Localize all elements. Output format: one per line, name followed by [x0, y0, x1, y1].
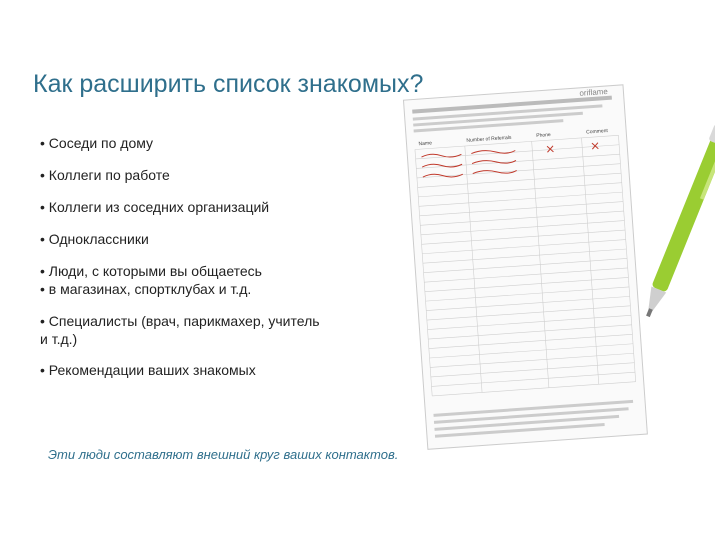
bullet-shops-clubs: • в магазинах, спортклубах и т.д.: [40, 281, 252, 297]
bullet-coworkers: • Коллеги по работе: [40, 167, 170, 183]
bullet-recommendations: • Рекомендации ваших знакомых: [40, 362, 256, 378]
pen-icon: [639, 124, 715, 321]
bullet-people-you-meet: • Люди, с которыми вы общаетесь: [40, 263, 262, 279]
header-name: Name: [418, 140, 433, 148]
bullet-neighbors: • Соседи по дому: [40, 135, 154, 151]
bullet-other-org-colleagues: • Коллеги из соседних организаций: [40, 199, 270, 215]
footer-note: Эти люди составляют внешний круг ваших контактов.: [48, 447, 399, 462]
header-phone: Phone: [536, 132, 551, 139]
bullet-classmates: • Одноклассники: [40, 231, 149, 247]
header-referrals: Number of Referrals: [466, 134, 512, 144]
header-comment: Comment: [585, 128, 609, 136]
oriflame-logo: oriflame: [579, 86, 609, 98]
bullet-specialists: • Специалисты (врач, парикмахер, учитель и т.д.): [40, 313, 320, 347]
contact-form-sheet: [403, 85, 647, 449]
slide-title: Как расширить список знакомых?: [33, 70, 424, 98]
contact-list-illustration: [395, 60, 715, 460]
